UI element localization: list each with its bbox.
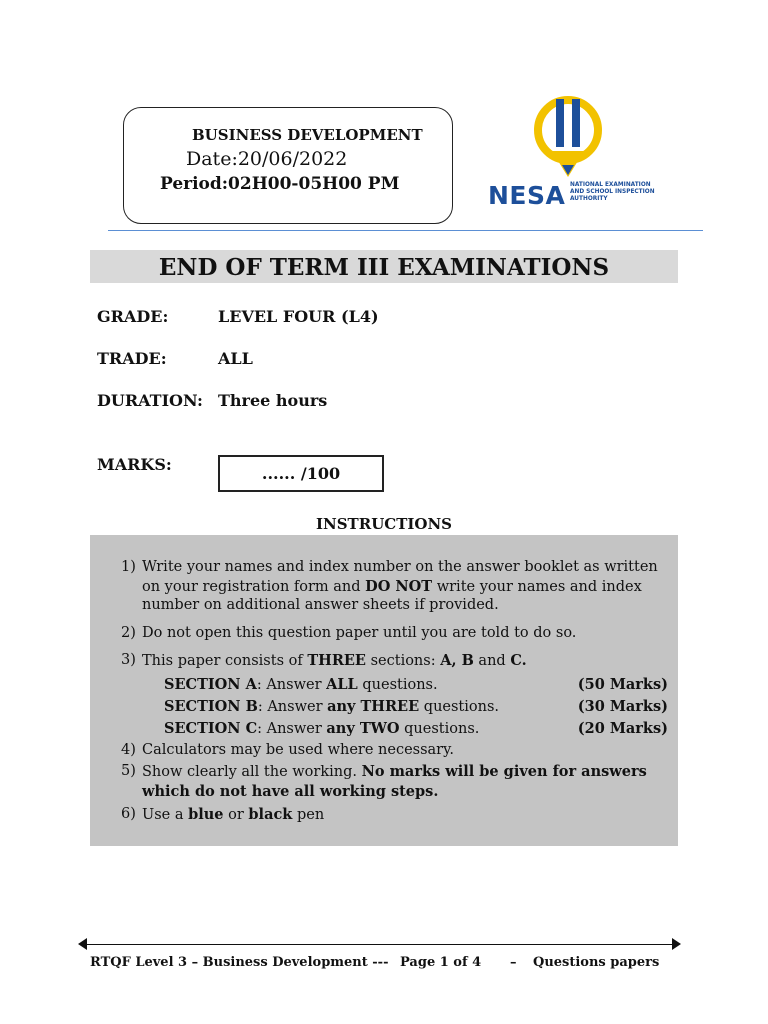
instruction-text: [142, 651, 527, 672]
text-run: questions.: [357, 677, 438, 693]
instruction-number: 5): [121, 763, 136, 779]
text-run: questions.: [419, 699, 500, 715]
text-run: Do not open this question paper until you are told to do so.: [142, 625, 577, 641]
exam-date: Date:20/06/2022: [186, 148, 348, 170]
grade-value: LEVEL FOUR (L4): [218, 307, 379, 326]
text-run: number on additional answer sheets if provided.: [142, 597, 499, 613]
text-run: blue: [188, 806, 224, 823]
section-marks: (20 Marks): [577, 720, 668, 737]
footer-page-number: Page 1 of 4: [400, 955, 482, 970]
instruction-number: 2): [121, 625, 136, 641]
nesa-logo: [488, 93, 658, 215]
text-run: any THREE: [327, 698, 420, 715]
grade-label: GRADE:: [97, 307, 169, 326]
instructions-heading-text: INSTRUCTIONS: [316, 515, 452, 533]
text-run: A, B: [440, 652, 474, 669]
nesa-subtitle-line: AUTHORITY: [570, 196, 608, 203]
text-run: sections:: [365, 653, 441, 669]
trade-value: ALL: [218, 349, 253, 368]
text-run: SECTION B: [164, 698, 258, 715]
nesa-subtitle-line: NATIONAL EXAMINATION: [570, 182, 651, 188]
text-run: black: [248, 806, 293, 823]
section-marks: (50 Marks): [577, 676, 668, 693]
nesa-pencil-icon: [530, 93, 610, 181]
trade-label: TRADE:: [97, 349, 167, 368]
text-run: Calculators may be used where necessary.: [142, 742, 454, 758]
text-run: on your registration form and: [142, 579, 366, 595]
instructions-heading: [0, 515, 768, 533]
text-run: pen: [292, 807, 325, 823]
text-run: DO NOT: [365, 578, 433, 595]
nesa-wordmark: NESA: [488, 181, 566, 210]
text-run: C.: [510, 652, 527, 669]
instruction-text: [142, 624, 576, 644]
instruction-number: 1): [121, 559, 136, 575]
footer-dash: –: [510, 955, 517, 970]
duration-value: Three hours: [218, 391, 328, 410]
exam-period: Period:02H00-05H00 PM: [160, 174, 400, 194]
instruction-text: [142, 762, 647, 783]
footer-rule: [82, 944, 676, 945]
text-run: THREE: [307, 652, 366, 669]
instruction-number: 4): [121, 742, 136, 758]
text-run: or: [223, 807, 249, 823]
footer-course: RTQF Level 3 – Business Development ---: [90, 955, 389, 970]
text-run: SECTION C: [164, 720, 258, 737]
page-title: END OF TERM III EXAMINATIONS: [158, 254, 610, 281]
instruction-text: [142, 782, 438, 803]
text-run: Write your names and index number on the answer booklet as written: [142, 559, 658, 575]
arrow-left-icon: [78, 938, 87, 950]
title-band: [90, 250, 678, 283]
instruction-text: [142, 741, 454, 761]
subject-title: BUSINESS DEVELOPMENT: [192, 126, 423, 144]
text-run: which do not have all working steps.: [142, 783, 439, 800]
section-marks: (30 Marks): [577, 698, 668, 715]
footer-doc-type: Questions papers: [533, 955, 660, 970]
duration-label: DURATION:: [97, 391, 203, 410]
text-run: any TWO: [326, 720, 400, 737]
section-instruction: [164, 697, 499, 718]
text-run: questions.: [399, 721, 480, 737]
instruction-number: 3): [121, 652, 136, 668]
text-run: This paper consists of: [142, 653, 308, 669]
text-run: Use a: [142, 807, 189, 823]
instruction-number: 6): [121, 806, 136, 822]
marks-field[interactable]: ...... /100: [218, 455, 384, 492]
text-run: write your names and index: [432, 579, 642, 595]
text-run: : Answer: [257, 721, 327, 737]
text-run: ALL: [326, 676, 358, 693]
marks-label: MARKS:: [97, 455, 172, 474]
text-run: and: [473, 653, 511, 669]
instruction-text: [142, 577, 642, 598]
text-run: : Answer: [257, 699, 328, 715]
nesa-subtitle-line: AND SCHOOL INSPECTION: [570, 189, 655, 196]
header-divider: [108, 230, 703, 231]
text-run: No marks will be given for answers: [361, 763, 647, 780]
section-instruction: [164, 719, 479, 740]
text-run: SECTION A: [164, 676, 257, 693]
text-run: Show clearly all the working.: [142, 764, 362, 780]
text-run: : Answer: [256, 677, 327, 693]
instruction-text: [142, 596, 499, 616]
instruction-text: [142, 805, 324, 826]
section-instruction: [164, 675, 438, 696]
arrow-right-icon: [672, 938, 681, 950]
instruction-text: [142, 558, 658, 578]
nesa-subtitle: [570, 182, 660, 204]
exam-header-box: [123, 107, 453, 224]
